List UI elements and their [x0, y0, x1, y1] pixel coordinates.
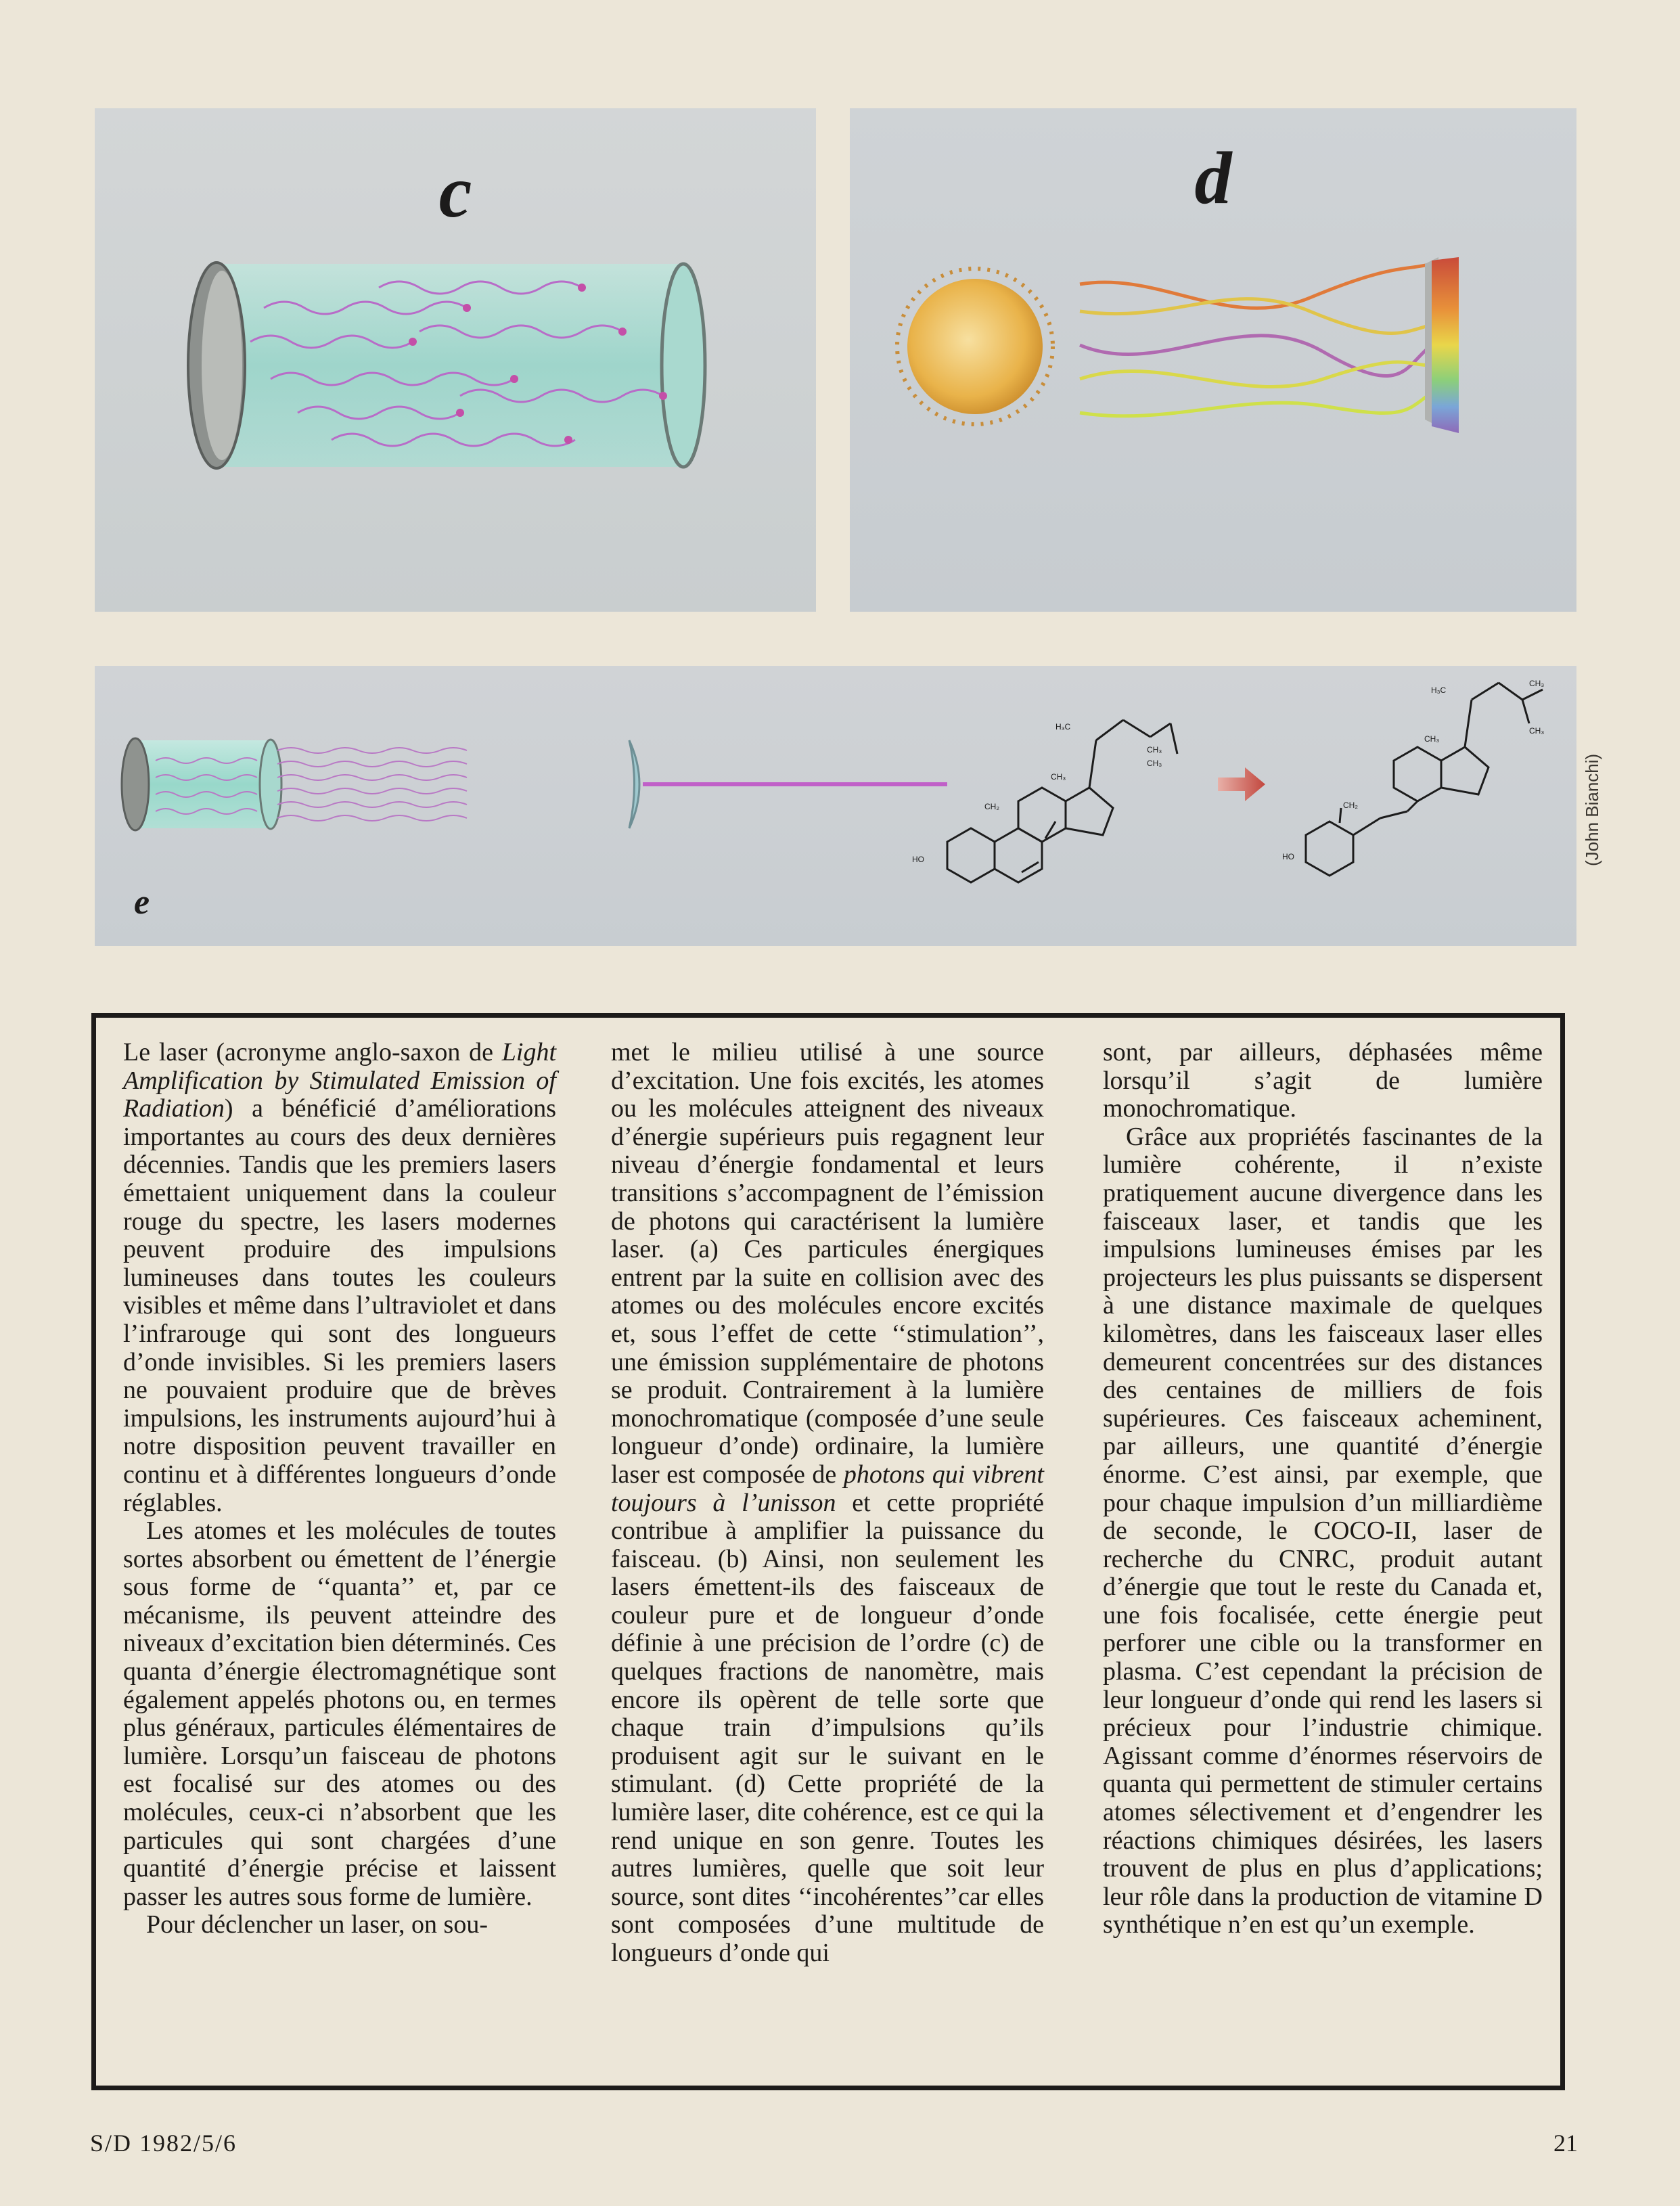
issue-reference: S/D 1982/5/6 — [90, 2130, 237, 2157]
text-run: Le laser (acronyme anglo-saxon de — [123, 1038, 502, 1066]
molecule-label: CH₃ — [1147, 745, 1162, 755]
molecule-label: CH₃ — [1147, 759, 1162, 768]
panel-label-e: e — [134, 883, 150, 922]
paragraph: Grâce aux propriétés fascinantes de la lumière cohérente, il n’existe pratiquement aucune divergence dans les faisceaux laser, et tandis que les impulsions lumineuses émises par les projecteurs les plus puissants se dispersent à une distance maximale de quelques kilomètres, dans les faisceaux laser elles demeurent concentrées sur des distances des centaines de milliers de fois supérieures. Ces faisceaux acheminent, par ailleurs, une quantité d’énergie énorme. C’est ainsi, par exemple, que pour chaque impulsion d’un milliardième de seconde, le COCO-II, laser de recherche du CNRC, produit autant d’énergie que tout le reste du Canada et, une fois focalisée, cette énergie peut perforer une cible ou la transformer en plasma. C’est cependant la précision de leur longueur d’onde qui rend les lasers si précieux pour l’industrie chimique. Agissant comme d’énormes réservoirs de quanta qui permettent de stimuler certains atomes sélectivement et d’engendrer les réactions chimiques désirées, les lasers trouvent de plus en plus d’applications; leur rôle dans la production de vitamine D synthétique n’en est qu’un exemple. — [1103, 1122, 1543, 1939]
panel-label-c: c — [438, 150, 472, 233]
molecule-label: CH₃ — [1424, 734, 1440, 744]
vitamin-d-synthesis-illustration — [95, 666, 1576, 946]
molecule-label: HO — [1282, 852, 1294, 861]
emphasis: photons qui vibrent toujours à l’unisson — [611, 1460, 1044, 1517]
vitamin-d-structure — [1306, 683, 1543, 876]
molecule-label: H₃C — [1431, 685, 1447, 695]
paragraph: Les atomes et les molécules de toutes sortes absorbent ou émettent de l’énergie sous forme de ‘‘quanta’’ et, par ce mécanisme, ils peuvent atteindre des niveaux d’excitation bien déterminés. Ces quanta d’énergie électromagnétique sont également appelés photons ou, en termes plus généraux, particules élémentaires de lumière. Lorsqu’un faisceau de photons est focalisé sur des atomes ou des molécules, ceux-ci n’absorbent que les particules qui sont chargées d’une quantité d’énergie précise et laissent passer les autres sous forme de lumière. — [123, 1516, 556, 1911]
molecule-label: CH₃ — [1529, 726, 1545, 736]
text-run: met le milieu utilisé à une source d’excitation. Une fois excités, les atomes ou les molécules atteignent des niveaux d’énergie supérieurs puis regagnent leur niveau d’énergie fondamental et leurs transitions s’accompagnent de l’émission de photons qui caractérisent la lumière laser. (a) Ces particules énergiques entrent par la suite en collision avec des atomes ou des molécules encore excités et, sous l’effet de cette ‘‘stimulation’’, une émission supplémentaire de photons se produit. Contrairement à la lumière monochromatique (composée d’une seule longueur d’onde) ordinaire, la lumière laser est composée de — [611, 1038, 1044, 1489]
page-number: 21 — [1553, 2130, 1578, 2157]
paragraph — [123, 1039, 556, 1517]
molecule-label: CH₃ — [1529, 679, 1545, 688]
conversion-arrow-icon — [1218, 767, 1265, 801]
acronym-expansion: Light Amplification by Stimulated Emission of Radiation — [123, 1038, 556, 1123]
text-column-3 — [1103, 1039, 1543, 1939]
text-column-1 — [123, 1039, 556, 1939]
paragraph: sont, par ailleurs, déphasées même lorsqu’il s’agit de lumière monochromatique. — [1103, 1038, 1543, 1123]
illustration-panel-d — [850, 108, 1576, 612]
text-run: ) a bénéficié d’améliorations importantes au cours des deux dernières décennies. Tandis que les premiers lasers émettaient uniquement dans la couleur rouge du spectre, les lasers modernes peuvent produire des impulsions lumineuses dans toutes les couleurs visibles et même dans l’ultraviolet et dans l’infrarouge qui sont des longueurs d’onde invisibles. Si les premiers lasers ne pouvaient produire que de brèves impulsions, les instruments aujourd’hui à notre disposition peuvent travailler en continu et à différentes longueurs d’onde réglables. — [123, 1094, 556, 1517]
text-column-2 — [611, 1039, 1044, 1968]
molecule-label: CH₃ — [1051, 772, 1066, 782]
paragraph — [611, 1039, 1044, 1968]
7-dehydrocholesterol-structure — [947, 720, 1177, 882]
sun-spectrum-illustration — [850, 108, 1576, 612]
molecule-label: HO — [912, 855, 924, 864]
text-run: et cette propriété contribue à amplifier la puissance du faisceau. (b) Ainsi, non seulement les lasers émettent-ils des faisceaux de couleur pure et de longueur d’onde définie à une précision de l’ordre (c) de quelques fractions de nanomètre, mais encore ils opèrent de telle sorte que chaque train d’impulsions qu’ils produisent agit sur le suivant en le stimulant. (d) Cette propriété de la lumière laser, dite cohérence, est ce qui la rend unique en son genre. Toutes les autres lumières, quelle que soit leur source, sont dites ‘‘incohérentes’’car elles sont composées d’une multitude de longueurs d’onde qui — [611, 1488, 1044, 1967]
panel-label-d: d — [1194, 137, 1232, 219]
illustration-panel-e — [95, 666, 1576, 946]
paragraph: Pour déclencher un laser, on sou- — [146, 1910, 488, 1939]
laser-tube-illustration — [95, 108, 816, 612]
molecule-label: H₃C — [1055, 722, 1071, 731]
illustration-panel-c — [95, 108, 816, 612]
illustration-credit: (John Bianchi) — [1582, 753, 1602, 866]
molecule-label: CH₂ — [1343, 801, 1358, 810]
molecule-label: CH₂ — [984, 802, 999, 811]
